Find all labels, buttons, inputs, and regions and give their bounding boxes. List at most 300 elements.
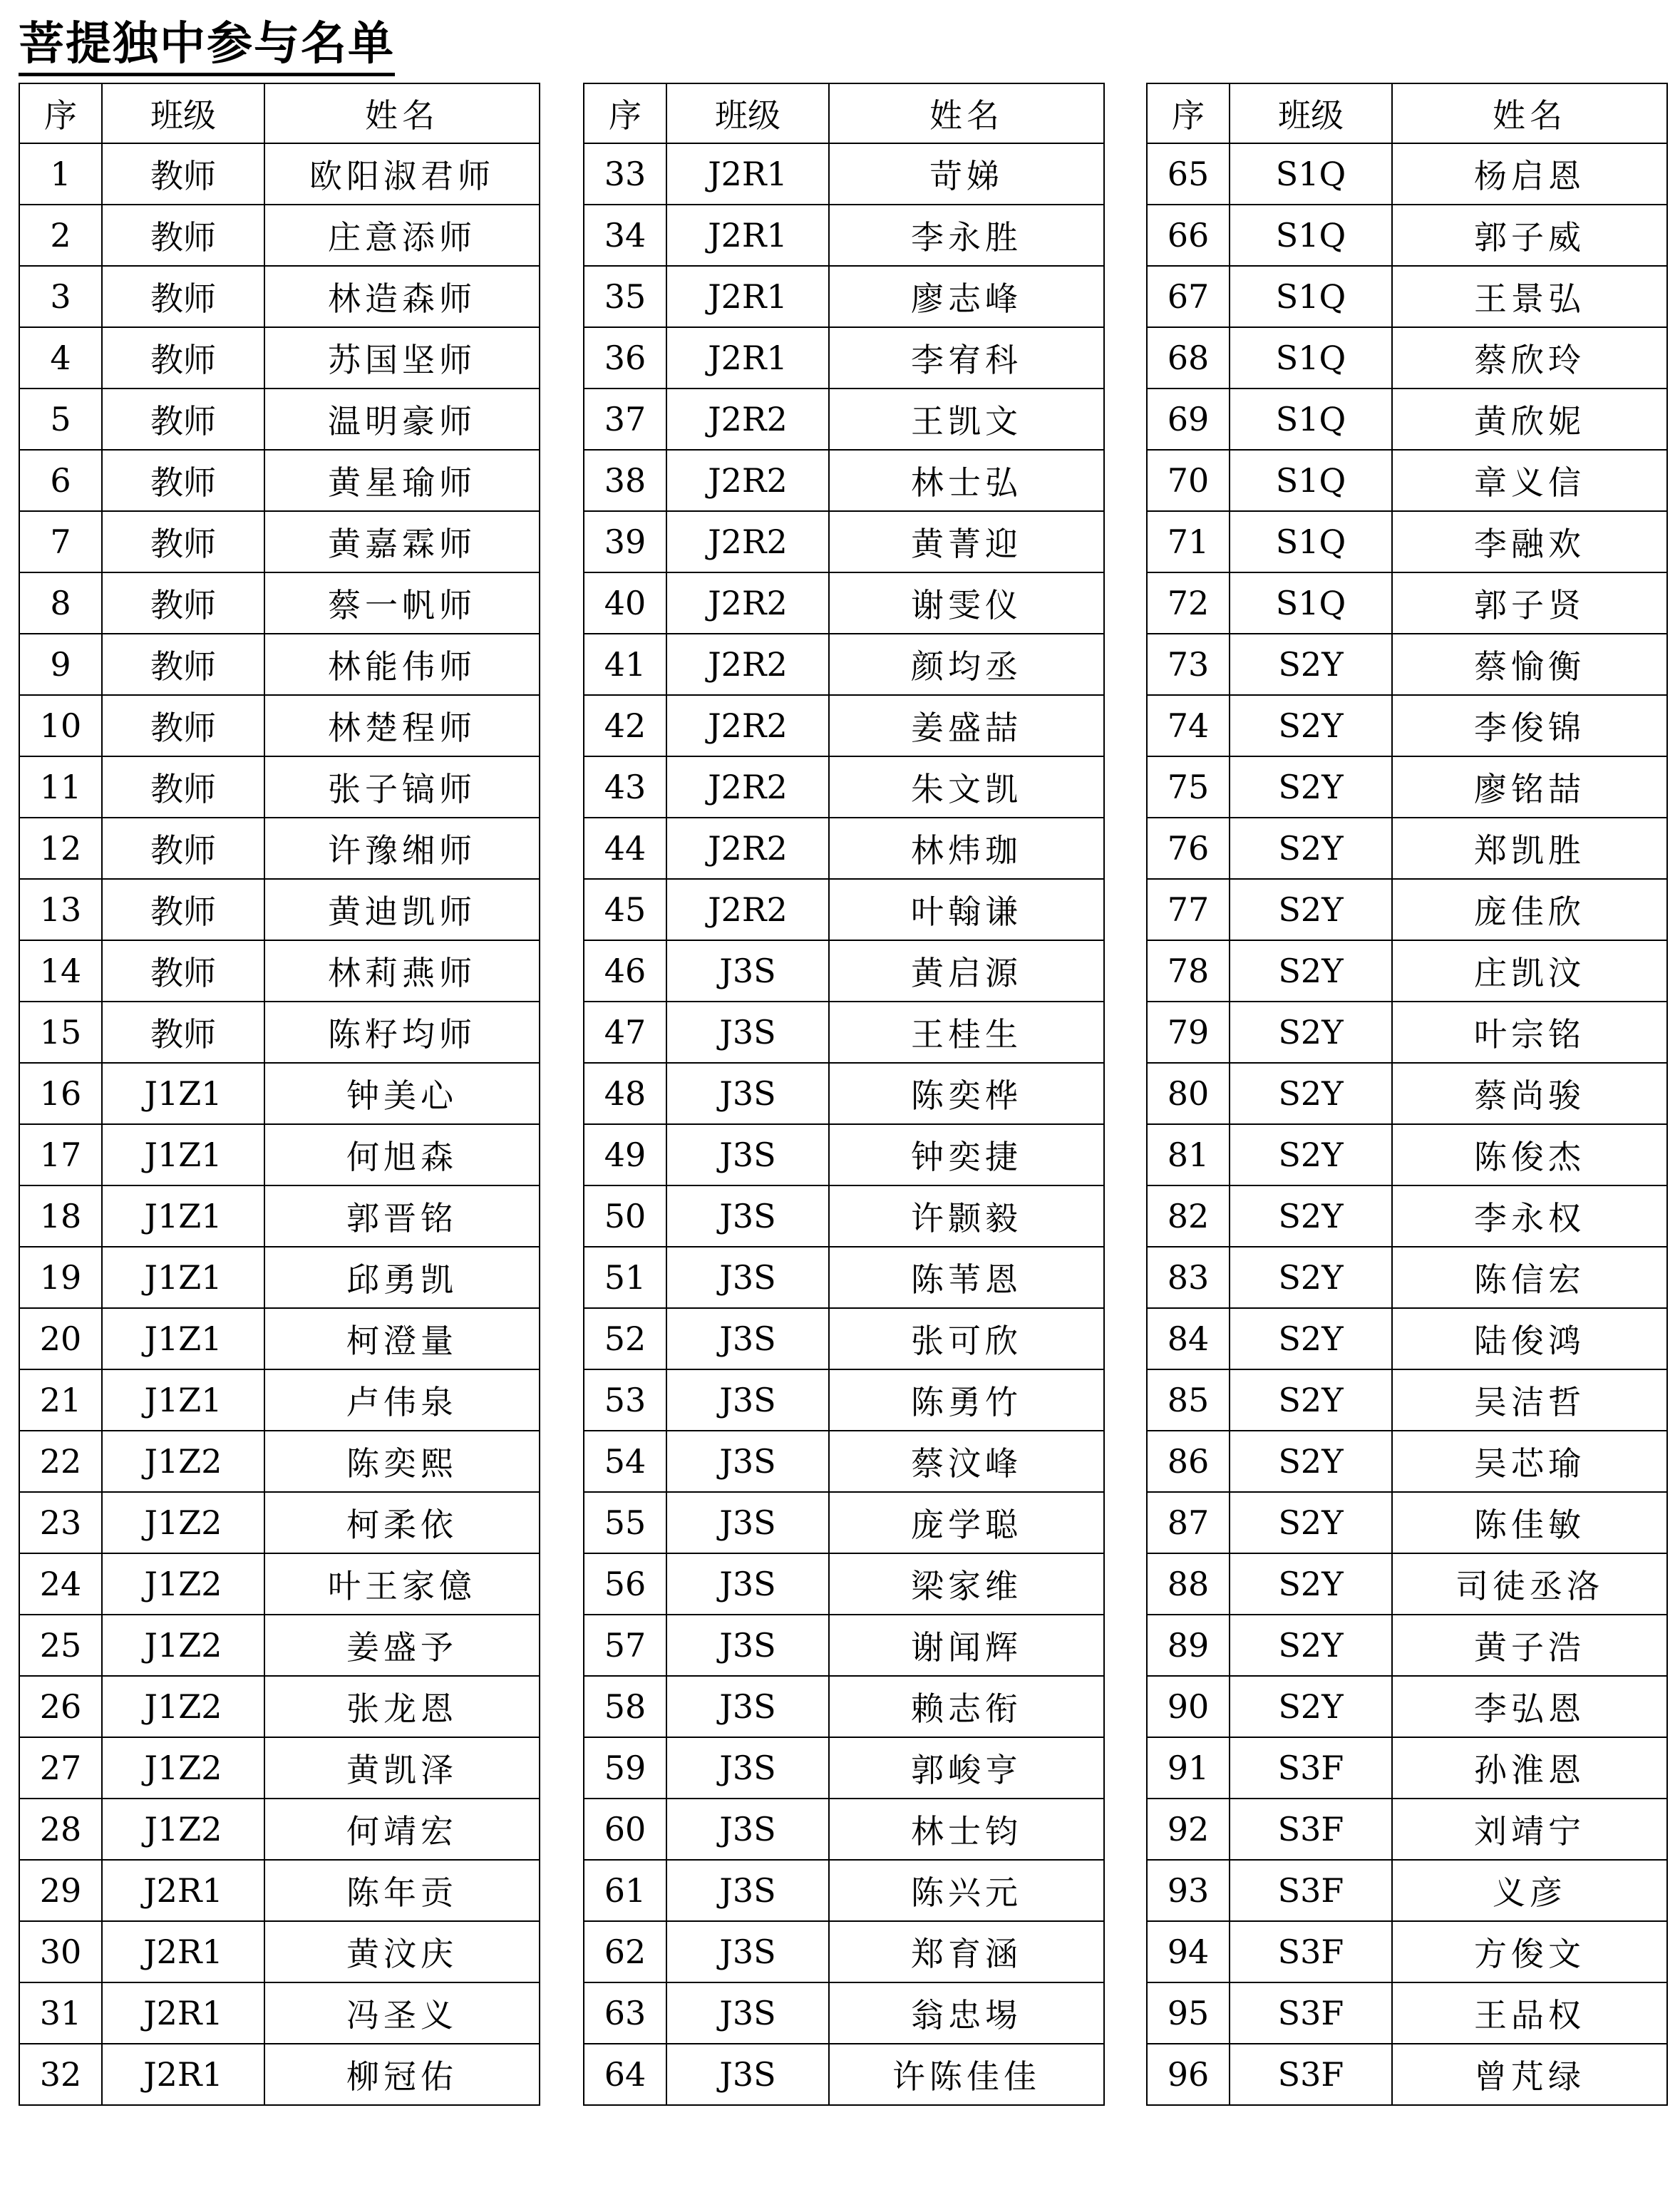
seq-cell: 36 [584,327,666,389]
name-cell: 郭子威 [1392,205,1667,266]
seq-cell: 72 [1147,572,1230,634]
name-cell: 黄欣妮 [1392,389,1667,450]
table-row [1147,634,1667,695]
class-cell: J2R2 [666,450,829,511]
table-row [19,1615,540,1676]
name-cell: 陈奕桦 [829,1063,1104,1124]
table-row [19,266,540,327]
table-row [584,634,1104,695]
class-cell: J3S [666,1860,829,1921]
table-row [584,327,1104,389]
table-row [19,1124,540,1185]
name-cell: 欧阳淑君师 [264,143,540,205]
table-row [19,1185,540,1247]
class-cell: J2R1 [666,205,829,266]
seq-cell: 58 [584,1676,666,1737]
table-row [584,1860,1104,1921]
name-cell: 蔡汶峰 [829,1431,1104,1492]
seq-cell: 4 [19,327,102,389]
class-cell: S1Q [1230,143,1392,205]
header-seq: 序 [584,83,666,143]
name-cell: 蔡尚骏 [1392,1063,1667,1124]
table-row [584,1676,1104,1737]
class-cell: J1Z2 [102,1676,264,1737]
name-cell: 黄星瑜师 [264,450,540,511]
seq-cell: 56 [584,1553,666,1615]
name-cell: 黄嘉霖师 [264,511,540,572]
table-row [1147,1492,1667,1553]
table-row [19,511,540,572]
header-name: 姓名 [829,83,1104,143]
class-cell: J2R1 [102,2044,264,2105]
table-row [1147,266,1667,327]
seq-cell: 85 [1147,1369,1230,1431]
seq-cell: 6 [19,450,102,511]
table-row [19,818,540,879]
name-cell: 黄菁迎 [829,511,1104,572]
table-row [1147,2044,1667,2105]
table-row [19,1308,540,1369]
table-row [584,1799,1104,1860]
name-cell: 陈年贡 [264,1860,540,1921]
class-cell: J3S [666,1247,829,1308]
table-row [584,940,1104,1002]
table-row [584,695,1104,756]
seq-cell: 92 [1147,1799,1230,1860]
class-cell: 教师 [102,143,264,205]
seq-cell: 60 [584,1799,666,1860]
seq-cell: 11 [19,756,102,818]
name-cell: 姜盛喆 [829,695,1104,756]
class-cell: J1Z1 [102,1185,264,1247]
table-row [19,1431,540,1492]
class-cell: S2Y [1230,756,1392,818]
name-cell: 林士弘 [829,450,1104,511]
seq-cell: 29 [19,1860,102,1921]
name-cell: 王凯文 [829,389,1104,450]
table-row [584,756,1104,818]
seq-cell: 80 [1147,1063,1230,1124]
class-cell: S1Q [1230,572,1392,634]
name-cell: 林士钧 [829,1799,1104,1860]
header-class: 班级 [1230,83,1392,143]
seq-cell: 8 [19,572,102,634]
class-cell: J2R1 [102,1982,264,2044]
name-cell: 陆俊鸿 [1392,1308,1667,1369]
name-cell: 黄迪凯师 [264,879,540,940]
name-cell: 柳冠佑 [264,2044,540,2105]
table-row [584,205,1104,266]
name-cell: 朱文凯 [829,756,1104,818]
seq-cell: 32 [19,2044,102,2105]
seq-cell: 68 [1147,327,1230,389]
table-row [1147,1002,1667,1063]
name-cell: 林能伟师 [264,634,540,695]
class-cell: S2Y [1230,1431,1392,1492]
table-row [19,1799,540,1860]
name-cell: 郑凯胜 [1392,818,1667,879]
class-cell: 教师 [102,940,264,1002]
name-cell: 陈信宏 [1392,1247,1667,1308]
table-row [1147,1615,1667,1676]
seq-cell: 79 [1147,1002,1230,1063]
name-cell: 蔡一帆师 [264,572,540,634]
name-cell: 王景弘 [1392,266,1667,327]
table-row [584,389,1104,450]
table-row [584,572,1104,634]
name-cell: 庄凯汶 [1392,940,1667,1002]
seq-cell: 87 [1147,1492,1230,1553]
seq-cell: 33 [584,143,666,205]
table-row [1147,1247,1667,1308]
class-cell: J3S [666,1676,829,1737]
name-cell: 张子镐师 [264,756,540,818]
name-cell: 苏国坚师 [264,327,540,389]
seq-cell: 12 [19,818,102,879]
name-cell: 张可欣 [829,1308,1104,1369]
name-cell: 孙淮恩 [1392,1737,1667,1799]
seq-cell: 45 [584,879,666,940]
class-cell: S2Y [1230,1492,1392,1553]
class-cell: J1Z1 [102,1369,264,1431]
table-row [1147,389,1667,450]
class-cell: 教师 [102,756,264,818]
table-row [1147,756,1667,818]
table-row [584,1921,1104,1982]
seq-cell: 21 [19,1369,102,1431]
table-row [19,205,540,266]
table-row [1147,1982,1667,2044]
seq-cell: 16 [19,1063,102,1124]
class-cell: J2R2 [666,634,829,695]
class-cell: J2R2 [666,879,829,940]
seq-cell: 28 [19,1799,102,1860]
class-cell: J3S [666,2044,829,2105]
name-cell: 许颢毅 [829,1185,1104,1247]
name-cell: 林莉燕师 [264,940,540,1002]
name-cell: 陈奕熙 [264,1431,540,1492]
class-cell: S2Y [1230,818,1392,879]
seq-cell: 37 [584,389,666,450]
seq-cell: 52 [584,1308,666,1369]
class-cell: J1Z2 [102,1553,264,1615]
table-row [584,1063,1104,1124]
table-row [1147,879,1667,940]
name-cell: 翁忠埸 [829,1982,1104,2044]
seq-cell: 64 [584,2044,666,2105]
class-cell: 教师 [102,389,264,450]
seq-cell: 14 [19,940,102,1002]
class-cell: J2R2 [666,511,829,572]
class-cell: S2Y [1230,940,1392,1002]
seq-cell: 1 [19,143,102,205]
seq-cell: 2 [19,205,102,266]
table-row [19,1982,540,2044]
seq-cell: 88 [1147,1553,1230,1615]
table-row [584,1002,1104,1063]
table-row [584,1185,1104,1247]
table-row [1147,1185,1667,1247]
seq-cell: 41 [584,634,666,695]
name-cell: 李宥科 [829,327,1104,389]
class-cell: S2Y [1230,1676,1392,1737]
table-row [19,1553,540,1615]
table-row [19,1921,540,1982]
header-name: 姓名 [1392,83,1667,143]
table-row [1147,1063,1667,1124]
class-cell: J3S [666,1982,829,2044]
table-row [19,1247,540,1308]
name-cell: 吴芯瑜 [1392,1431,1667,1492]
name-cell: 王品权 [1392,1982,1667,2044]
name-cell: 李弘恩 [1392,1676,1667,1737]
seq-cell: 48 [584,1063,666,1124]
class-cell: 教师 [102,511,264,572]
class-cell: 教师 [102,879,264,940]
name-cell: 陈勇竹 [829,1369,1104,1431]
seq-cell: 96 [1147,2044,1230,2105]
table-row [19,143,540,205]
name-cell: 蔡愉衡 [1392,634,1667,695]
class-cell: J3S [666,1063,829,1124]
class-cell: S2Y [1230,1247,1392,1308]
class-cell: S2Y [1230,1369,1392,1431]
class-cell: J3S [666,1921,829,1982]
table-row [19,634,540,695]
seq-cell: 40 [584,572,666,634]
name-cell: 蔡欣玲 [1392,327,1667,389]
table-row [19,1860,540,1921]
table-row [1147,1737,1667,1799]
name-cell: 郭峻亨 [829,1737,1104,1799]
class-cell: J3S [666,1124,829,1185]
seq-cell: 76 [1147,818,1230,879]
class-cell: S3F [1230,1982,1392,2044]
class-cell: S3F [1230,2044,1392,2105]
name-cell: 林造森师 [264,266,540,327]
table-row [1147,695,1667,756]
table-header-row [584,83,1104,143]
table-row [584,879,1104,940]
seq-cell: 74 [1147,695,1230,756]
seq-cell: 57 [584,1615,666,1676]
class-cell: J1Z2 [102,1615,264,1676]
table-row [19,2044,540,2105]
name-cell: 苛娣 [829,143,1104,205]
name-cell: 张龙恩 [264,1676,540,1737]
class-cell: S2Y [1230,634,1392,695]
table-row [19,572,540,634]
name-cell: 何旭森 [264,1124,540,1185]
name-cell: 黄子浩 [1392,1615,1667,1676]
class-cell: S1Q [1230,450,1392,511]
class-cell: S3F [1230,1860,1392,1921]
name-cell: 庞佳欣 [1392,879,1667,940]
name-cell: 李永权 [1392,1185,1667,1247]
class-cell: S2Y [1230,1615,1392,1676]
seq-cell: 3 [19,266,102,327]
seq-cell: 20 [19,1308,102,1369]
seq-cell: 17 [19,1124,102,1185]
seq-cell: 5 [19,389,102,450]
class-cell: J3S [666,1553,829,1615]
class-cell: S1Q [1230,327,1392,389]
header-class: 班级 [666,83,829,143]
seq-cell: 86 [1147,1431,1230,1492]
name-cell: 叶翰谦 [829,879,1104,940]
name-cell: 李俊锦 [1392,695,1667,756]
class-cell: J1Z1 [102,1247,264,1308]
seq-cell: 34 [584,205,666,266]
table-row [1147,511,1667,572]
table-row [584,1369,1104,1431]
class-cell: S2Y [1230,1185,1392,1247]
header-name: 姓名 [264,83,540,143]
table-row [19,756,540,818]
class-cell: S2Y [1230,879,1392,940]
name-cell: 黄启源 [829,940,1104,1002]
seq-cell: 42 [584,695,666,756]
table-row [584,1308,1104,1369]
class-cell: J3S [666,1799,829,1860]
class-cell: J3S [666,1002,829,1063]
class-cell: J2R1 [102,1860,264,1921]
name-cell: 陈籽均师 [264,1002,540,1063]
seq-cell: 22 [19,1431,102,1492]
seq-cell: 47 [584,1002,666,1063]
seq-cell: 63 [584,1982,666,2044]
class-cell: J1Z1 [102,1124,264,1185]
name-cell: 陈苇恩 [829,1247,1104,1308]
class-cell: 教师 [102,1002,264,1063]
table-row [584,1492,1104,1553]
class-cell: J1Z2 [102,1431,264,1492]
table-row [584,1982,1104,2044]
name-cell: 谢闻辉 [829,1615,1104,1676]
seq-cell: 25 [19,1615,102,1676]
table-row [1147,143,1667,205]
table-row [584,511,1104,572]
seq-cell: 84 [1147,1308,1230,1369]
table-header-row [1147,83,1667,143]
seq-cell: 39 [584,511,666,572]
name-cell: 钟奕捷 [829,1124,1104,1185]
class-cell: S2Y [1230,1002,1392,1063]
name-cell: 陈佳敏 [1392,1492,1667,1553]
class-cell: S2Y [1230,1124,1392,1185]
class-cell: 教师 [102,572,264,634]
seq-cell: 19 [19,1247,102,1308]
table-row [584,1247,1104,1308]
seq-cell: 66 [1147,205,1230,266]
class-cell: J3S [666,1185,829,1247]
seq-cell: 75 [1147,756,1230,818]
name-cell: 卢伟泉 [264,1369,540,1431]
table-row [1147,450,1667,511]
class-cell: 教师 [102,818,264,879]
class-cell: 教师 [102,695,264,756]
seq-cell: 54 [584,1431,666,1492]
table-row [584,1553,1104,1615]
table-row [19,940,540,1002]
seq-cell: 13 [19,879,102,940]
seq-cell: 24 [19,1553,102,1615]
name-cell: 李融欢 [1392,511,1667,572]
name-cell: 赖志衔 [829,1676,1104,1737]
table-header-row [19,83,540,143]
class-cell: J3S [666,1308,829,1369]
class-cell: S1Q [1230,511,1392,572]
class-cell: J2R1 [666,327,829,389]
seq-cell: 55 [584,1492,666,1553]
seq-cell: 61 [584,1860,666,1921]
seq-cell: 67 [1147,266,1230,327]
seq-cell: 53 [584,1369,666,1431]
seq-cell: 35 [584,266,666,327]
seq-cell: 83 [1147,1247,1230,1308]
seq-cell: 30 [19,1921,102,1982]
table-row [584,266,1104,327]
name-cell: 颜均丞 [829,634,1104,695]
seq-cell: 26 [19,1676,102,1737]
name-cell: 邱勇凯 [264,1247,540,1308]
class-cell: S3F [1230,1799,1392,1860]
table-row [584,143,1104,205]
seq-cell: 71 [1147,511,1230,572]
name-cell: 叶宗铭 [1392,1002,1667,1063]
name-cell: 庄意添师 [264,205,540,266]
seq-cell: 27 [19,1737,102,1799]
name-cell: 章义信 [1392,450,1667,511]
class-cell: J2R2 [666,756,829,818]
name-cell: 廖志峰 [829,266,1104,327]
table-row [584,1615,1104,1676]
seq-cell: 43 [584,756,666,818]
class-cell: J3S [666,940,829,1002]
table-row [1147,1308,1667,1369]
table-row [1147,1676,1667,1737]
table-row [19,695,540,756]
name-cell: 黄凯泽 [264,1737,540,1799]
class-cell: J1Z2 [102,1737,264,1799]
class-cell: S2Y [1230,1308,1392,1369]
seq-cell: 49 [584,1124,666,1185]
name-cell: 陈兴元 [829,1860,1104,1921]
seq-cell: 91 [1147,1737,1230,1799]
class-cell: S3F [1230,1737,1392,1799]
name-cell: 冯圣义 [264,1982,540,2044]
class-cell: S2Y [1230,1553,1392,1615]
name-cell: 方俊文 [1392,1921,1667,1982]
name-cell: 杨启恩 [1392,143,1667,205]
table-row [19,389,540,450]
seq-cell: 65 [1147,143,1230,205]
table-row [1147,1369,1667,1431]
class-cell: 教师 [102,266,264,327]
name-cell: 许陈佳佳 [829,2044,1104,2105]
seq-cell: 90 [1147,1676,1230,1737]
name-cell: 义彦 [1392,1860,1667,1921]
class-cell: J3S [666,1615,829,1676]
table-row [19,1676,540,1737]
table-row [584,2044,1104,2105]
seq-cell: 59 [584,1737,666,1799]
seq-cell: 81 [1147,1124,1230,1185]
class-cell: 教师 [102,634,264,695]
table-row [19,1737,540,1799]
name-cell: 叶王家億 [264,1553,540,1615]
name-cell: 庞学聪 [829,1492,1104,1553]
